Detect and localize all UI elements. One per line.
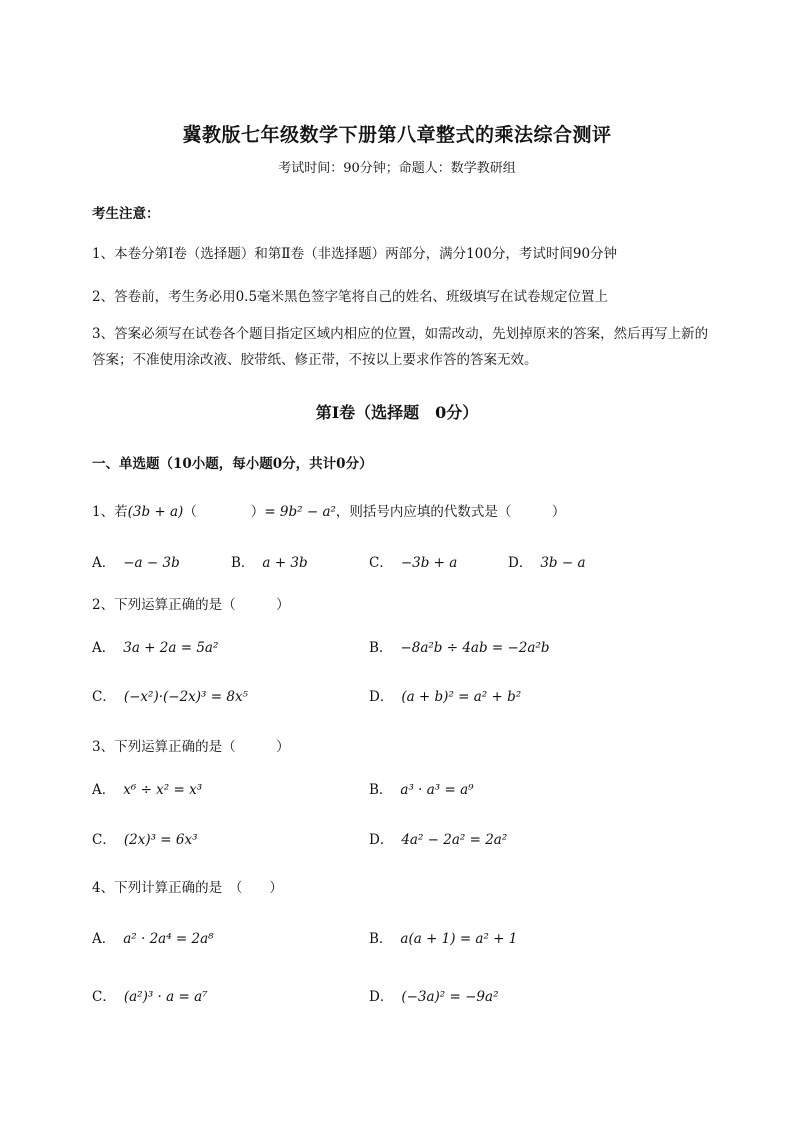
q1-blank: （ ） [183, 504, 265, 520]
notice-item-3: 3、答案必须写在试卷各个题目指定区域内相应的位置，如需改动，先划掉原来的答案，然后再写上新的答案；不准使用涂改液、胶带纸、修正带，不按以上要求作答的答案无效。 [92, 326, 709, 368]
q1-math-left: (3b + a) [127, 504, 184, 520]
exam-title: 冀教版七年级数学下册第八章整式的乘法综合测评 [182, 124, 612, 146]
q4-option-d[interactable]: D． (−3a)² = −9a² [369, 989, 499, 1005]
question-2-stem: 2、下列运算正确的是（ ） [92, 597, 290, 613]
part-title: 一、单选题（10小题，每小题0分，共计0分） [92, 456, 373, 472]
q1-suffix: ，则括号内应填的代数式是（ ） [335, 504, 566, 520]
q1-option-a[interactable]: A． −a − 3b [92, 555, 180, 571]
notice-heading: 考生注意： [92, 206, 160, 222]
q3-option-c[interactable]: C． (2x)³ = 6x³ [92, 832, 198, 848]
q1-option-c[interactable]: C． −3b + a [369, 555, 458, 571]
q4-option-c[interactable]: C． (a²)³ · a = a⁷ [92, 989, 208, 1005]
q4-option-b[interactable]: B． a(a + 1) = a² + 1 [369, 931, 518, 947]
exam-subtitle: 考试时间：90分钟；命题人：数学教研组 [278, 161, 516, 176]
q2-option-c[interactable]: C． (−x²)·(−2x)³ = 8x⁵ [92, 689, 248, 705]
notice-item-2: 2、答卷前，考生务必用0.5毫米黑色签字笔将自己的姓名、班级填写在试卷规定位置上 [92, 289, 609, 305]
q1-option-b[interactable]: B． a + 3b [231, 555, 308, 571]
question-4-stem: 4、下列计算正确的是 （ ） [92, 880, 283, 896]
q4-option-a[interactable]: A． a² · 2a⁴ = 2a⁸ [92, 931, 214, 947]
section-title: 第Ⅰ卷（选择题 0分） [315, 403, 479, 422]
q3-option-a[interactable]: A． x⁶ ÷ x² = x³ [92, 782, 203, 798]
q2-option-b[interactable]: B． −8a²b ÷ 4ab = −2a²b [369, 640, 550, 656]
question-3-stem: 3、下列运算正确的是（ ） [92, 739, 290, 755]
q2-option-a[interactable]: A． 3a + 2a = 5a² [92, 640, 219, 656]
q2-option-d[interactable]: D． (a + b)² = a² + b² [369, 689, 522, 705]
notice-item-1: 1、本卷分第Ⅰ卷（选择题）和第Ⅱ卷（非选择题）两部分，满分100分，考试时间90分钟 [92, 246, 618, 262]
q3-option-b[interactable]: B． a³ · a³ = a⁹ [369, 782, 474, 798]
q1-math-right: = 9b² − a² [264, 504, 336, 520]
q1-prefix: 1、若 [92, 504, 128, 520]
q3-option-d[interactable]: D． 4a² − 2a² = 2a² [369, 832, 508, 848]
q1-option-d[interactable]: D． 3b − a [508, 555, 586, 571]
question-1-stem [92, 500, 565, 520]
